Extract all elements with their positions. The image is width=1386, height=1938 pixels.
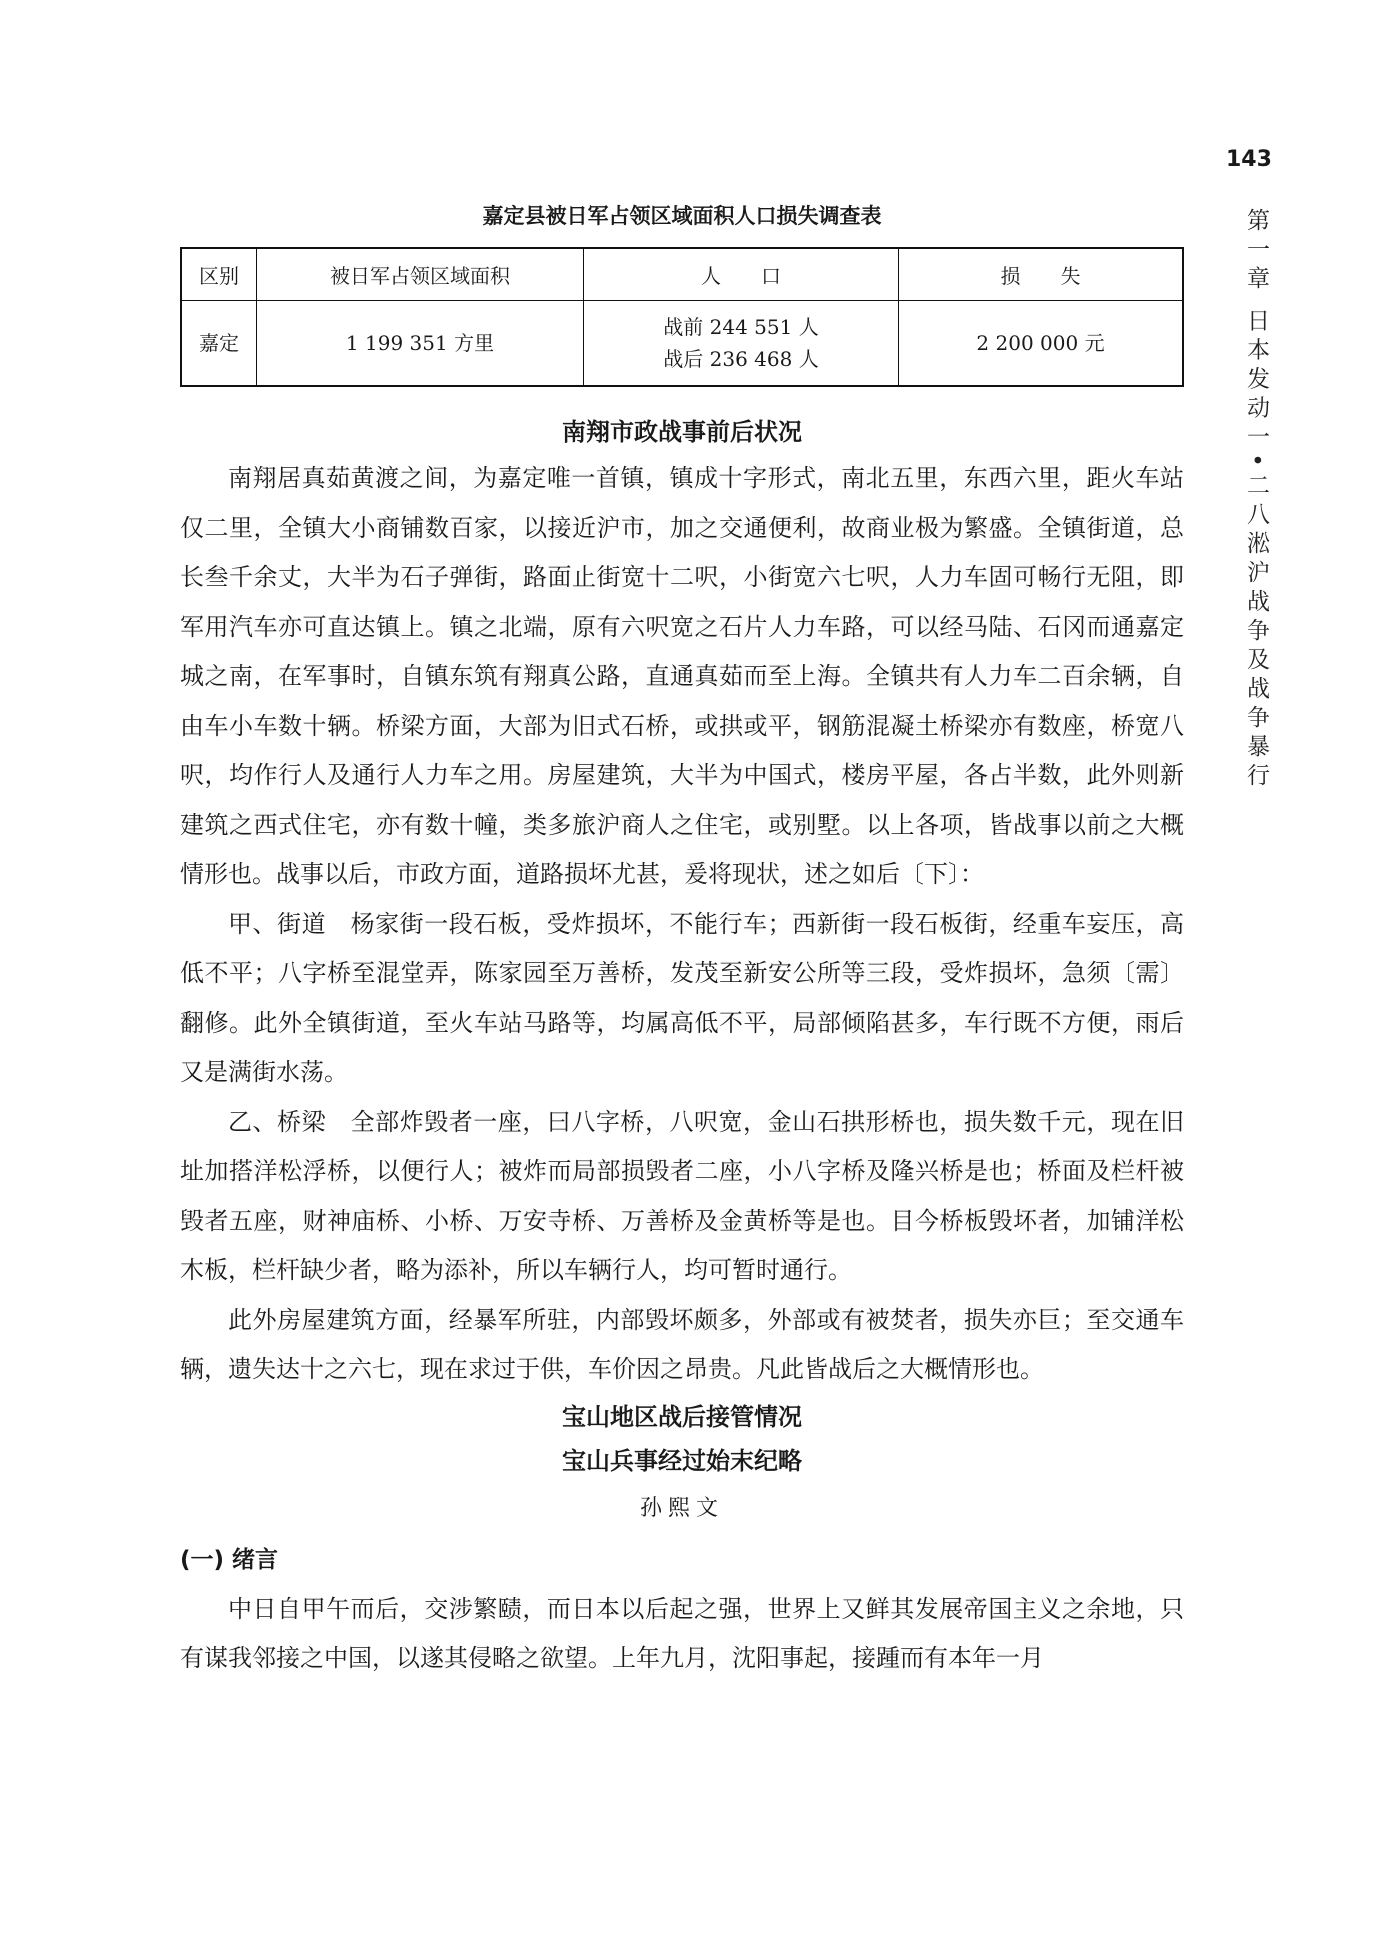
header-district: 区别 — [181, 248, 257, 301]
paragraph-buildings: 此外房屋建筑方面，经暴军所驻，内部毁坏颇多，外部或有被焚者，损失亦巨；至交通车辆，遗失达十之六七，现在求过于供，车价因之昂贵。凡此皆战后之大概情形也。 — [180, 1305, 1184, 1383]
cell-population — [584, 301, 899, 387]
page-number: 143 — [1226, 147, 1272, 172]
paragraph-intro: 中日自甲午而后，交涉繁赜，而日本以后起之强，世界上又鲜其发展帝国主义之余地，只有谋我邻接之中国，以遂其侵略之欲望。上年九月，沈阳事起，接踵而有本年一月 — [180, 1594, 1184, 1672]
chapter-side-heading: 第一章 日本发动一•二八淞沪战争及战争暴行 — [1243, 208, 1269, 792]
table-row — [181, 301, 1183, 387]
population-after: 战后 236 468 人 — [663, 347, 819, 371]
section-title-nanxiang: 南翔市政战事前后状况 — [562, 418, 802, 446]
table-title: 嘉定县被日军占领区域面积人口损失调查表 — [482, 204, 882, 228]
table-header-row — [181, 248, 1183, 301]
header-area: 被日军占领区域面积 — [257, 248, 584, 301]
paragraph-nanxiang-intro: 南翔居真茹黄渡之间，为嘉定唯一首镇，镇成十字形式，南北五里，东西六里，距火车站仅二里，全镇大小商铺数百家，以接近沪市，加之交通便利，故商业极为繁盛。全镇街道，总长叁千余丈，大半为石子弹街，路面止街宽十二呎，小街宽六七呎，人力车固可畅行无阻，即军用汽车亦可直达镇上。镇之北端，原有六呎宽之石片人力车路，可以经马陆、石冈而通嘉定城之南，在军事时，自镇东筑有翔真公路，直通真茹而至上海。全镇共有人力车二百余辆，自由车小车数十辆。桥梁方面，大部为旧式石桥，或拱或平，钢筋混凝土桥梁亦有数座，桥宽八呎，均作行人及通行人力车之用。房屋建筑，大半为中国式，楼房平屋，各占半数，此外则新建筑之西式住宅，亦有数十幢，类多旅沪商人之住宅，或别墅。以上各项，皆战事以前之大概情形也。战事以后，市政方面，道路损坏尤甚，爰将现状，述之如后〔下〕： — [180, 464, 1184, 888]
article-title: 宝山兵事经过始末纪略 — [562, 1446, 802, 1475]
header-population: 人 口 — [584, 248, 899, 301]
loss-survey-table — [180, 247, 1184, 387]
paragraph-bridges: 乙、桥梁 全部炸毁者一座，曰八字桥，八呎宽，金山石拱形桥也，损失数千元，现在旧址加搭洋松浮桥，以便行人；被炸而局部损毁者二座，小八字桥及隆兴桥是也；桥面及栏杆被毁者五座，财神庙桥、小桥、万安寺桥、万善桥及金黄桥等是也。目今桥板毁坏者，加铺洋松木板，栏杆缺少者，略为添补，所以车辆行人，均可暂时通行。 — [180, 1107, 1184, 1284]
paragraph-streets: 甲、街道 杨家街一段石板，受炸损坏，不能行车；西新街一段石板街，经重车妄压，高低不平；八字桥至混堂弄，陈家园至万善桥，发茂至新安公所等三段，受炸损坏，急须〔需〕翻修。此外全镇街道，至火车站马路等，均属高低不平，局部倾陷甚多，车行既不方便，雨后又是满街水荡。 — [180, 909, 1184, 1086]
cell-loss: 2 200 000 元 — [899, 301, 1184, 387]
section-title-baoshan: 宝山地区战后接管情况 — [562, 1402, 802, 1431]
subsection-title: (一) 绪言 — [180, 1546, 279, 1573]
header-loss: 损 失 — [899, 248, 1184, 301]
main-content — [180, 410, 1184, 1684]
cell-district: 嘉定 — [181, 301, 257, 387]
population-before: 战前 244 551 人 — [663, 315, 819, 339]
cell-area: 1 199 351 方里 — [257, 301, 584, 387]
author-name: 孙熙文 — [639, 1495, 724, 1521]
